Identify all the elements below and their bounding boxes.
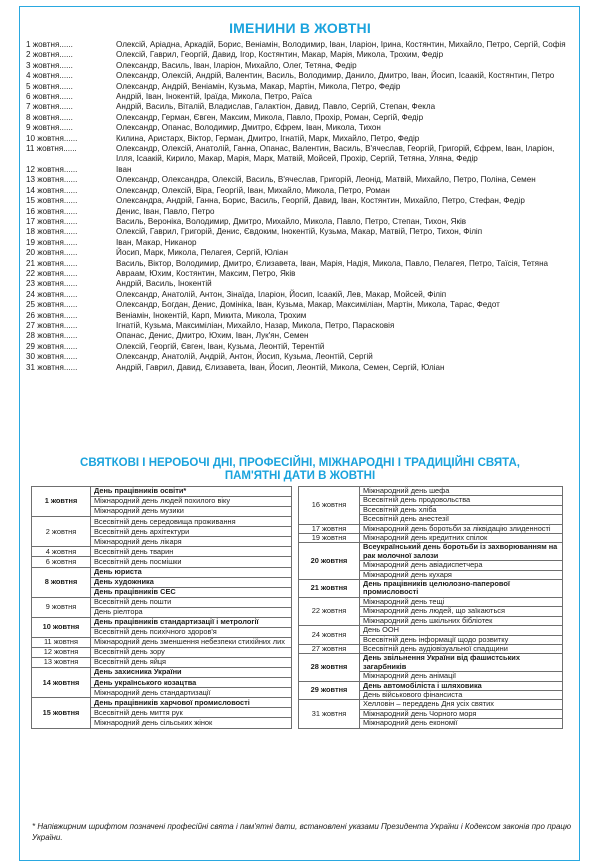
holiday-event: Міжнародний день зменшення небезпеки стихійних лих bbox=[91, 637, 292, 647]
nameday-date: 9 жовтня...... bbox=[26, 123, 73, 133]
holidays-tables bbox=[31, 486, 563, 729]
nameday-date: 7 жовтня...... bbox=[26, 102, 73, 112]
holiday-date: 19 жовтня bbox=[299, 534, 360, 543]
nameday-names: Андрій, Василь, Віталій, Владислав, Галактіон, Давид, Павло, Сергій, Степан, Фекла bbox=[116, 102, 436, 112]
holiday-event: Міжнародний день людей, що заїкаються bbox=[360, 607, 563, 616]
holiday-date: 2 жовтня bbox=[32, 517, 91, 547]
nameday-names: Ігнатій, Кузьма, Максиміліан, Михайло, Назар, Микола, Петро, Парасковія bbox=[116, 320, 395, 330]
nameday-date: 4 жовтня...... bbox=[26, 71, 73, 81]
holiday-event: Всесвітній день пошти bbox=[91, 597, 292, 607]
nameday-date: 28 жовтня...... bbox=[26, 331, 78, 341]
holiday-event: Міжнародний день боротьби за ліквідацію злиденності bbox=[360, 524, 563, 533]
nameday-names: Василь, Вероніка, Володимир, Дмитро, Михайло, Микола, Павло, Петро, Степан, Тихон, Яків bbox=[116, 216, 467, 226]
nameday-names: Андрій, Гаврил, Давид, Єлизавета, Іван, Йосип, Леонтій, Микола, Семен, Сергій, Юліан bbox=[116, 362, 445, 372]
nameday-date: 18 жовтня...... bbox=[26, 227, 78, 237]
holiday-row bbox=[32, 517, 292, 527]
holiday-event: Міжнародний день анімації bbox=[360, 672, 563, 681]
holiday-event: Міжнародний день кредитних спілок bbox=[360, 534, 563, 543]
holiday-event: Міжнародний день лікаря bbox=[91, 537, 292, 547]
nameday-names: Олександр, Олександра, Олексій, Василь, В'ячеслав, Григорій, Леонід, Матвій, Михайло, Петро, Поліна, Семен bbox=[116, 175, 536, 185]
holiday-event: Міжнародний день шефа bbox=[360, 487, 563, 496]
holiday-date: 12 жовтня bbox=[32, 648, 91, 658]
holiday-row bbox=[32, 637, 292, 647]
holiday-event: День працівників освіти* bbox=[91, 487, 292, 497]
holiday-date: 16 жовтня bbox=[299, 487, 360, 525]
holiday-date: 10 жовтня bbox=[32, 617, 91, 637]
nameday-date: 3 жовтня...... bbox=[26, 60, 73, 70]
nameday-row bbox=[26, 92, 572, 102]
holiday-event: День захисника України bbox=[91, 668, 292, 678]
nameday-row bbox=[26, 50, 572, 60]
nameday-date: 17 жовтня...... bbox=[26, 216, 78, 226]
nameday-date: 10 жовтня...... bbox=[26, 133, 78, 143]
nameday-row bbox=[26, 82, 572, 92]
holiday-date: 6 жовтня bbox=[32, 557, 91, 567]
holiday-event: Міжнародний день економії bbox=[360, 719, 563, 728]
nameday-row bbox=[26, 217, 572, 227]
holiday-date: 21 жовтня bbox=[299, 580, 360, 598]
holiday-event: День українського козацтва bbox=[91, 678, 292, 688]
nameday-names: Килина, Аристарх, Віктор, Герман, Дмитро, Ігнатій, Марк, Михайло, Петро, Федір bbox=[116, 133, 420, 143]
holiday-date: 22 жовтня bbox=[299, 597, 360, 625]
holiday-event: День ООН bbox=[360, 626, 563, 635]
nameday-date: 29 жовтня...... bbox=[26, 341, 78, 351]
holiday-row bbox=[299, 654, 563, 672]
nameday-row bbox=[26, 134, 572, 144]
holiday-event: Всесвітній день інформації щодо розвитку bbox=[360, 635, 563, 644]
nameday-names: Іван, Макар, Никанор bbox=[116, 237, 197, 247]
holiday-row bbox=[299, 700, 563, 709]
holiday-event: Всесвітній день миття рук bbox=[91, 708, 292, 718]
holiday-row bbox=[32, 487, 292, 497]
holiday-row bbox=[32, 668, 292, 678]
holiday-date: 14 жовтня bbox=[32, 668, 91, 698]
nameday-names: Олександр, Опанас, Володимир, Дмитро, Єфрем, Іван, Микола, Тихон bbox=[116, 123, 381, 133]
holidays-title bbox=[0, 457, 600, 483]
holiday-row bbox=[32, 658, 292, 668]
holidays-table-left bbox=[31, 486, 292, 729]
nameday-row bbox=[26, 71, 572, 81]
holiday-event: Всесвітній день зору bbox=[91, 648, 292, 658]
nameday-row bbox=[26, 113, 572, 123]
nameday-date: 24 жовтня...... bbox=[26, 289, 78, 299]
holiday-event: Всесвітній день посмішки bbox=[91, 557, 292, 567]
holiday-date: 17 жовтня bbox=[299, 524, 360, 533]
nameday-date: 15 жовтня...... bbox=[26, 196, 78, 206]
holiday-event: Міжнародний день стандартизації bbox=[91, 688, 292, 698]
nameday-row bbox=[26, 123, 572, 133]
nameday-names: Олексій, Гаврил, Георгій, Давид, Ігор, Костянтин, Макар, Марія, Микола, Трохим, Федір bbox=[116, 50, 444, 60]
holiday-event: Міжнародний день тещі bbox=[360, 597, 563, 606]
nameday-date: 8 жовтня...... bbox=[26, 112, 73, 122]
nameday-row bbox=[26, 207, 572, 217]
holiday-row bbox=[299, 543, 563, 561]
holiday-row bbox=[32, 567, 292, 577]
holiday-date: 15 жовтня bbox=[32, 698, 91, 728]
nameday-row bbox=[26, 352, 572, 362]
holiday-event: Всеукраїнський день боротьби із захворюванням на рак молочної залози bbox=[360, 543, 563, 561]
nameday-row bbox=[26, 259, 572, 269]
nameday-names: Олексій, Гаврил, Григорій, Денис, Євдоким, Інокентій, Кузьма, Макар, Матвій, Петро, Тихон, Філіп bbox=[116, 227, 483, 237]
holiday-event: Міжнародний день шкільних бібліотек bbox=[360, 616, 563, 625]
holiday-event: Всесвітній день хліба bbox=[360, 505, 563, 514]
nameday-row bbox=[26, 165, 572, 175]
nameday-date: 26 жовтня...... bbox=[26, 310, 78, 320]
holiday-event: День працівників стандартизації і метрології bbox=[91, 617, 292, 627]
holiday-event: День звільнення України від фашистських загарбників bbox=[360, 654, 563, 672]
holiday-row bbox=[32, 557, 292, 567]
namedays-title: ІМЕНИНИ В ЖОВТНІ bbox=[229, 20, 371, 36]
holiday-event: Всесвітній день аудіовізуальної спадщини bbox=[360, 644, 563, 653]
nameday-row bbox=[26, 269, 572, 279]
nameday-row bbox=[26, 61, 572, 71]
holiday-date: 24 жовтня bbox=[299, 626, 360, 645]
nameday-names: Андрій, Василь, Інокентій bbox=[116, 279, 212, 289]
holiday-event: Всесвітній день анестезії bbox=[360, 515, 563, 524]
holiday-row bbox=[32, 547, 292, 557]
nameday-names: Олександр, Олексій, Віра, Георгій, Іван, Михайло, Микола, Петро, Роман bbox=[116, 185, 390, 195]
nameday-names: Олександр, Герман, Євген, Максим, Микола, Павло, Прохір, Роман, Сергій, Федір bbox=[116, 112, 424, 122]
holiday-date: 29 жовтня bbox=[299, 681, 360, 700]
holiday-event: Міжнародний день Чорного моря bbox=[360, 709, 563, 718]
holidays-title-line2: ПАМ'ЯТНІ ДАТИ В ЖОВТНІ bbox=[224, 470, 376, 482]
nameday-date: 1 жовтня...... bbox=[26, 40, 73, 49]
nameday-row bbox=[26, 40, 572, 50]
holiday-event: Хелловін – переддень Дня усіх святих bbox=[360, 700, 563, 709]
nameday-names: Олександр, Андрій, Веніамін, Кузьма, Макар, Мартін, Микола, Петро, Федір bbox=[116, 81, 401, 91]
holiday-event: День юриста bbox=[91, 567, 292, 577]
holiday-event: Міжнародний день сільських жінок bbox=[91, 718, 292, 728]
nameday-date: 21 жовтня...... bbox=[26, 258, 78, 268]
nameday-row bbox=[26, 196, 572, 206]
holiday-event: День працівників целюлозно-паперової промисловості bbox=[360, 580, 563, 598]
nameday-names: Йосип, Марк, Микола, Пелагея, Сергій, Юліан bbox=[116, 248, 288, 258]
nameday-names: Олександр, Анатолій, Антон, Зінаїда, Іларіон, Йосип, Ісаакій, Лев, Макар, Мойсей, Філіп bbox=[116, 289, 447, 299]
nameday-names: Олександр, Богдан, Денис, Домініка, Іван, Кузьма, Макар, Максиміліан, Мартін, Микола, Тарас, Федот bbox=[116, 300, 500, 310]
holiday-date: 8 жовтня bbox=[32, 567, 91, 597]
holiday-event: Міжнародний день музики bbox=[91, 507, 292, 517]
holiday-event: День працівників СЕС bbox=[91, 587, 292, 597]
nameday-date: 16 жовтня...... bbox=[26, 206, 78, 216]
holiday-event: Міжнародний день кухаря bbox=[360, 570, 563, 579]
holiday-event: Міжнародний день авіадиспетчера bbox=[360, 561, 563, 570]
nameday-names: Олександр, Василь, Іван, Іларіон, Михайло, Олег, Тетяна, Федір bbox=[116, 60, 357, 70]
nameday-names: Олександр, Олексій, Андрій, Валентин, Василь, Володимир, Данило, Дмитро, Іван, Йосип, Ісаакій, Костянтин, Петро bbox=[116, 71, 555, 81]
nameday-names: Олексій, Георгій, Євген, Іван, Кузьма, Леонтій, Терентій bbox=[116, 341, 325, 351]
nameday-date: 13 жовтня...... bbox=[26, 175, 78, 185]
nameday-row bbox=[26, 102, 572, 112]
nameday-date: 2 жовтня...... bbox=[26, 50, 73, 60]
holiday-event: День художника bbox=[91, 577, 292, 587]
holiday-row bbox=[32, 698, 292, 708]
nameday-date: 22 жовтня...... bbox=[26, 268, 78, 278]
nameday-names: Опанас, Денис, Дмитро, Юхим, Іван, Лук'ян, Семен bbox=[116, 331, 309, 341]
footnote: * Напівжирним шрифтом позначені професійні свята і пам'ятні дати, встановлені указами Президента України і Кодексом законів про працю України. bbox=[32, 822, 572, 842]
holiday-date: 4 жовтня bbox=[32, 547, 91, 557]
nameday-row bbox=[26, 311, 572, 321]
holiday-date: 27 жовтня bbox=[299, 644, 360, 653]
holiday-date: 28 жовтня bbox=[299, 654, 360, 681]
holiday-row bbox=[32, 648, 292, 658]
nameday-row bbox=[26, 175, 572, 185]
nameday-names: Веніамін, Інокентій, Карп, Микита, Микола, Трохим bbox=[116, 310, 307, 320]
nameday-date: 27 жовтня...... bbox=[26, 320, 78, 330]
nameday-row bbox=[26, 144, 572, 165]
nameday-row bbox=[26, 342, 572, 352]
holiday-event: Всесвітній день яйця bbox=[91, 658, 292, 668]
holidays-title-line1: СВЯТКОВІ І НЕРОБОЧІ ДНІ, ПРОФЕСІЙНІ, МІЖНАРОДНІ І ТРАДИЦІЙНІ СВЯТА, bbox=[80, 457, 520, 469]
holiday-date: 9 жовтня bbox=[32, 597, 91, 617]
holidays-table-right bbox=[298, 486, 563, 729]
holiday-event: Всесвітній день тварин bbox=[91, 547, 292, 557]
nameday-date: 5 жовтня...... bbox=[26, 81, 73, 91]
holiday-row bbox=[32, 597, 292, 607]
holiday-event: Всесвітній день психічного здоров'я bbox=[91, 627, 292, 637]
holiday-date: 20 жовтня bbox=[299, 543, 360, 580]
nameday-date: 30 жовтня...... bbox=[26, 352, 78, 362]
nameday-date: 23 жовтня...... bbox=[26, 279, 78, 289]
nameday-names: Авраам, Юхим, Костянтин, Максим, Петро, Яків bbox=[116, 268, 296, 278]
nameday-names: Андрій, Іван, Інокентій, Іраїда, Микола, Петро, Раїса bbox=[116, 92, 313, 102]
nameday-names: Іван bbox=[116, 164, 132, 174]
nameday-row bbox=[26, 321, 572, 331]
holiday-date: 11 жовтня bbox=[32, 637, 91, 647]
namedays-list bbox=[26, 40, 572, 373]
nameday-names: Олександр, Анатолій, Андрій, Антон, Йосип, Кузьма, Леонтій, Сергій bbox=[116, 352, 373, 362]
nameday-row bbox=[26, 331, 572, 341]
nameday-row bbox=[26, 186, 572, 196]
nameday-date: 20 жовтня...... bbox=[26, 248, 78, 258]
nameday-row bbox=[26, 238, 572, 248]
holiday-date: 1 жовтня bbox=[32, 487, 91, 517]
nameday-date: 25 жовтня...... bbox=[26, 300, 78, 310]
nameday-row bbox=[26, 363, 572, 373]
nameday-date: 6 жовтня...... bbox=[26, 92, 73, 102]
nameday-row bbox=[26, 248, 572, 258]
nameday-names: Олексій, Аріадна, Аркадій, Борис, Веніамін, Володимир, Іван, Іларіон, Ірина, Костянтин, Михайло, Петро, Сергій, Софія bbox=[116, 40, 566, 49]
nameday-date: 19 жовтня...... bbox=[26, 237, 78, 247]
holiday-event: День військового фінансиста bbox=[360, 690, 563, 699]
holiday-event: Всесвітній день середовища проживання bbox=[91, 517, 292, 527]
holiday-event: День працівників харчової промисловості bbox=[91, 698, 292, 708]
holiday-date: 31 жовтня bbox=[299, 700, 360, 728]
holiday-row bbox=[32, 617, 292, 627]
nameday-names: Василь, Віктор, Володимир, Дмитро, Єлизавета, Іван, Марія, Надія, Микола, Павло, Пелагея, Петро, Таїсія, Тетяна bbox=[116, 258, 549, 268]
holiday-event: Міжнародний день людей похилого віку bbox=[91, 497, 292, 507]
holiday-date: 13 жовтня bbox=[32, 658, 91, 668]
nameday-date: 31 жовтня...... bbox=[26, 362, 78, 372]
holiday-event: День автомобіліста і шляховика bbox=[360, 681, 563, 690]
nameday-names: Денис, Іван, Павло, Петро bbox=[116, 206, 215, 216]
nameday-names: Олександр, Олексій, Анатолій, Ганна, Опанас, Валентин, Василь, В'ячеслав, Георгій, Григорій, Єфрем, Іван, Іларіон, Ілля, Ісаакій, Кирило, Макар, Марія, Марк, Матвій, Мойсей, Прохір, Сергій, Тетяна, Уляна, Федір bbox=[116, 144, 555, 164]
holiday-row bbox=[299, 626, 563, 635]
holiday-event: Всесвітній день продовольства bbox=[360, 496, 563, 505]
holiday-event: День ріелтора bbox=[91, 607, 292, 617]
nameday-row bbox=[26, 290, 572, 300]
nameday-date: 12 жовтня...... bbox=[26, 164, 78, 174]
nameday-names: Олександра, Андрій, Ганна, Борис, Василь, Георгій, Давид, Іван, Костянтин, Михайло, Петро, Стефан, Федір bbox=[116, 196, 525, 206]
nameday-row bbox=[26, 300, 572, 310]
holiday-event: Всесвітній день архітектури bbox=[91, 527, 292, 537]
nameday-date: 14 жовтня...... bbox=[26, 185, 78, 195]
nameday-date: 11 жовтня...... bbox=[26, 144, 77, 154]
nameday-row bbox=[26, 227, 572, 237]
holiday-row bbox=[299, 580, 563, 598]
nameday-row bbox=[26, 279, 572, 289]
